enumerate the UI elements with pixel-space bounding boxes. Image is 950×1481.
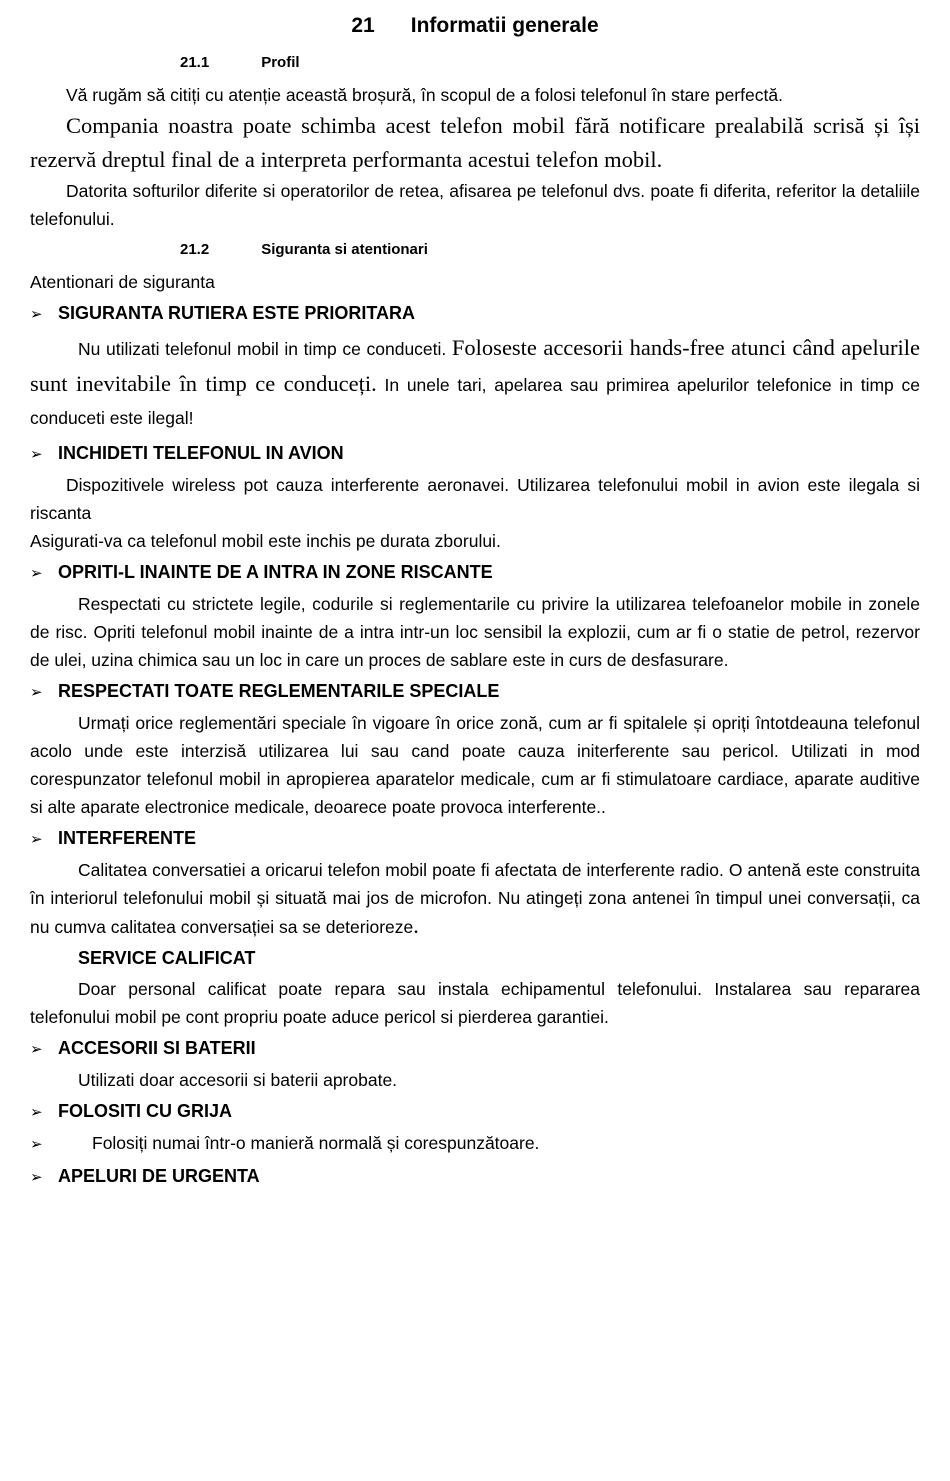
arrow-bullet-icon: ➢ <box>30 1134 43 1153</box>
paragraph-software-notice: Datorita softurilor diferite si operatorilor de retea, afisarea pe telefonul dvs. poate fi diferita, referitor la detaliile telefonului. <box>30 181 920 229</box>
paragraph-accesorii: Utilizati doar accesorii si baterii aprobate. <box>78 1069 398 1090</box>
text-run-serif: Foloseste accesorii hands-free atunci când apelurile sunt inevitabile în timp ce conduceți. <box>30 335 920 396</box>
paragraph-service: Doar personal calificat poate repara sau instala echipamentul telefonului. Instalarea sau repararea telefonului mobil pe cont propriu poate aduce pericol si pierderea garantiei. <box>30 978 920 1027</box>
paragraph-reglementari: Urmați orice reglementări speciale în vigoare în orice zonă, cum ar fi spitalele și opriți întotdeauna telefonul acolo unde este interzisă utilizarea lui sau cand poate cauza initerferente sau pericol. Utilizati in mod corespunzator telefonul mobil in apropierea aparatelor medicale, cum ar fi stimulatoare cardiace, aparate auditive si alte aparate electronice medicale, deoarece poate provoca interferente.. <box>30 712 920 817</box>
section-heading-21-1 <box>180 54 920 71</box>
bullet-heading-accesorii <box>30 1033 920 1064</box>
bullet-heading-siguranta-rutiera <box>30 298 920 329</box>
section-number: 21.2 <box>180 241 210 258</box>
paragraph-company-notice: Compania noastra poate schimba acest telefon mobil fără notificare prealabilă scrisă și își rezervă dreptul final de a interpreta performanta acestui telefon mobil. <box>30 113 920 172</box>
text-run: Calitatea conversatiei a oricarui telefon mobil poate fi afectata de interferente radio. O antenă este construita în interiorul telefonului mobil și situată mai jos de microfon. Nu atingeți zona antenei în timpul unei conversații, ca nu cumva calitatea conversației sa se deterioreze <box>30 859 920 937</box>
arrow-bullet-icon: ➢ <box>30 305 43 323</box>
arrow-bullet-icon: ➢ <box>30 1102 43 1121</box>
bullet-heading-text: INCHIDETI TELEFONUL IN AVION <box>58 442 344 463</box>
paragraph-wireless: Dispozitivele wireless pot cauza interferente aeronavei. Utilizarea telefonului mobil in avion este ilegala si riscanta <box>30 474 920 523</box>
section-number: 21.1 <box>180 54 210 71</box>
bullet-heading-text: RESPECTATI TOATE REGLEMENTARILE SPECIALE <box>58 680 500 701</box>
bullet-item-text: Folosiți numai într-o manieră normală și corespunzătoare. <box>92 1132 540 1153</box>
paragraph-atentionari: Atentionari de siguranta <box>30 272 215 292</box>
bullet-heading-text: OPRITI-L INAINTE DE A INTRA IN ZONE RISCANTE <box>58 561 493 582</box>
page-title-text: Informatii generale <box>410 14 599 37</box>
paragraph-zone-riscante: Respectati cu strictete legile, codurile si reglementarile cu privire la utilizarea telefoanelor mobile in zonele de risc. Opriti telefonul mobil inainte de a intra intr-un loc sensibil la explozii, cum ar fi o statie de petrol, rezervor de ulei, uzina chimica sau un loc in care un proces de sablare este in curs de desfasurare. <box>30 593 920 670</box>
bullet-heading-text: SIGURANTA RUTIERA ESTE PRIORITARA <box>58 303 416 323</box>
paragraph-zbor: Asigurati-va ca telefonul mobil este inchis pe durata zborului. <box>30 530 501 551</box>
page-title <box>30 14 920 38</box>
arrow-bullet-icon: ➢ <box>30 563 43 582</box>
bullet-item-folositi-maniera <box>30 1129 920 1159</box>
bullet-heading-avion <box>30 438 920 469</box>
bullet-heading-text: FOLOSITI CU GRIJA <box>58 1100 233 1121</box>
arrow-bullet-icon: ➢ <box>30 682 43 701</box>
paragraph-profil-intro: Vă rugăm să citiți cu atenție această broșură, în scopul de a folosi telefonul în stare perfectă. <box>66 85 783 105</box>
bullet-heading-zone-riscante <box>30 557 920 588</box>
bullet-heading-apeluri-urgenta <box>30 1161 920 1192</box>
arrow-bullet-icon: ➢ <box>30 1167 43 1186</box>
section-title: Siguranta si atentionari <box>261 241 428 258</box>
heading-service-calificat: SERVICE CALIFICAT <box>78 947 256 968</box>
section-heading-21-2 <box>180 241 920 258</box>
arrow-bullet-icon: ➢ <box>30 1039 43 1058</box>
text-run: Nu utilizati telefonul mobil in timp ce conduceti. <box>78 339 452 359</box>
arrow-bullet-icon: ➢ <box>30 444 43 463</box>
bullet-heading-text: INTERFERENTE <box>58 827 197 848</box>
paragraph-interferente <box>30 856 920 941</box>
bullet-heading-text: APELURI DE URGENTA <box>58 1165 260 1186</box>
bullet-heading-interferente <box>30 823 920 854</box>
section-title: Profil <box>261 54 300 71</box>
bullet-heading-reglementari <box>30 676 920 707</box>
bullet-heading-text: ACCESORII SI BATERII <box>58 1037 256 1058</box>
arrow-bullet-icon: ➢ <box>30 829 43 848</box>
page-title-number: 21 <box>351 14 375 37</box>
paragraph-hands-free <box>30 331 920 436</box>
bullet-heading-folositi <box>30 1096 920 1127</box>
text-run: In unele tari, apelarea sau primirea apelurilor telefonice in timp ce conduceti este ilegal! <box>30 374 920 428</box>
text-run-serif: . <box>413 912 419 938</box>
